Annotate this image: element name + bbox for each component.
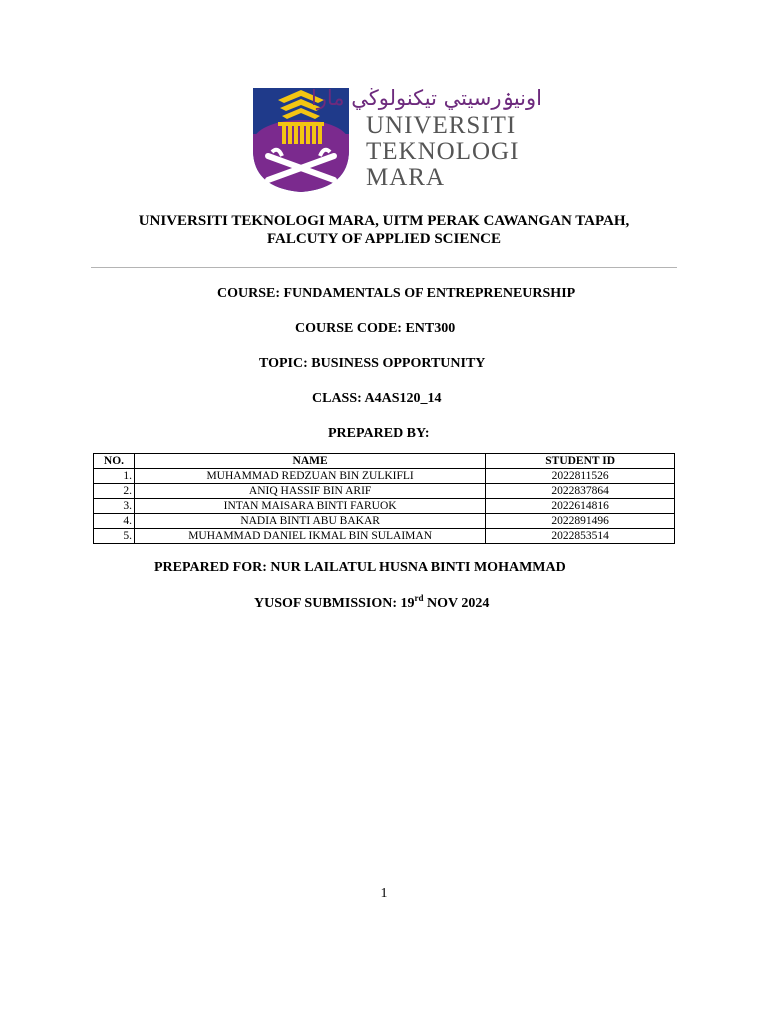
- row-number: 1.: [94, 469, 135, 484]
- table-row: [94, 529, 675, 544]
- header-name: NAME: [134, 454, 485, 469]
- header-student-id: STUDENT ID: [486, 454, 675, 469]
- institution-heading-line2: FALCUTY OF APPLIED SCIENCE: [266, 231, 502, 247]
- row-number: 2.: [94, 484, 135, 499]
- logo-text-universiti: UNIVERSITI: [366, 112, 517, 139]
- course-code: COURSE CODE: ENT300: [295, 321, 456, 336]
- student-name: MUHAMMAD REDZUAN BIN ZULKIFLI: [134, 469, 485, 484]
- table-row: [94, 484, 675, 499]
- submission-ordinal: rd: [414, 593, 424, 603]
- submission-date: [254, 593, 490, 612]
- student-id: 2022891496: [486, 514, 675, 529]
- student-id: 2022614816: [486, 499, 675, 514]
- row-number: 4.: [94, 514, 135, 529]
- student-name: ANIQ HASSIF BIN ARIF: [134, 484, 485, 499]
- course-title: COURSE: FUNDAMENTALS OF ENTREPRENEURSHIP: [217, 286, 576, 301]
- submission-suffix: NOV 2024: [423, 596, 490, 611]
- student-name: MUHAMMAD DANIEL IKMAL BIN SULAIMAN: [134, 529, 485, 544]
- institution-heading-line1: UNIVERSITI TEKNOLOGI MARA, UITM PERAK CAWANGAN TAPAH,: [138, 213, 630, 229]
- student-name: INTAN MAISARA BINTI FARUOK: [134, 499, 485, 514]
- student-id: 2022811526: [486, 469, 675, 484]
- logo-text-teknologi: TEKNOLOGI: [366, 138, 520, 165]
- submission-prefix: YUSOF SUBMISSION: 19: [254, 596, 415, 611]
- student-id: 2022853514: [486, 529, 675, 544]
- class-code: CLASS: A4AS120_14: [312, 391, 442, 406]
- logo-text-mara: MARA: [366, 164, 446, 191]
- table-row: [94, 514, 675, 529]
- students-table: [93, 453, 675, 544]
- divider: [91, 267, 677, 268]
- student-name: NADIA BINTI ABU BAKAR: [134, 514, 485, 529]
- uitm-logo: [252, 86, 542, 194]
- page-number: 1: [380, 886, 388, 901]
- table-row: [94, 469, 675, 484]
- student-id: 2022837864: [486, 484, 675, 499]
- row-number: 5.: [94, 529, 135, 544]
- row-number: 3.: [94, 499, 135, 514]
- table-row: [94, 499, 675, 514]
- prepared-by-label: PREPARED BY:: [328, 426, 430, 441]
- jawi-script: اونيۏرسيتي تيكنولوڬي مارا: [310, 86, 542, 110]
- header-no: NO.: [94, 454, 135, 469]
- table-header-row: [94, 454, 675, 469]
- topic: TOPIC: BUSINESS OPPORTUNITY: [259, 356, 486, 371]
- prepared-for: PREPARED FOR: NUR LAILATUL HUSNA BINTI MOHAMMAD: [154, 560, 566, 575]
